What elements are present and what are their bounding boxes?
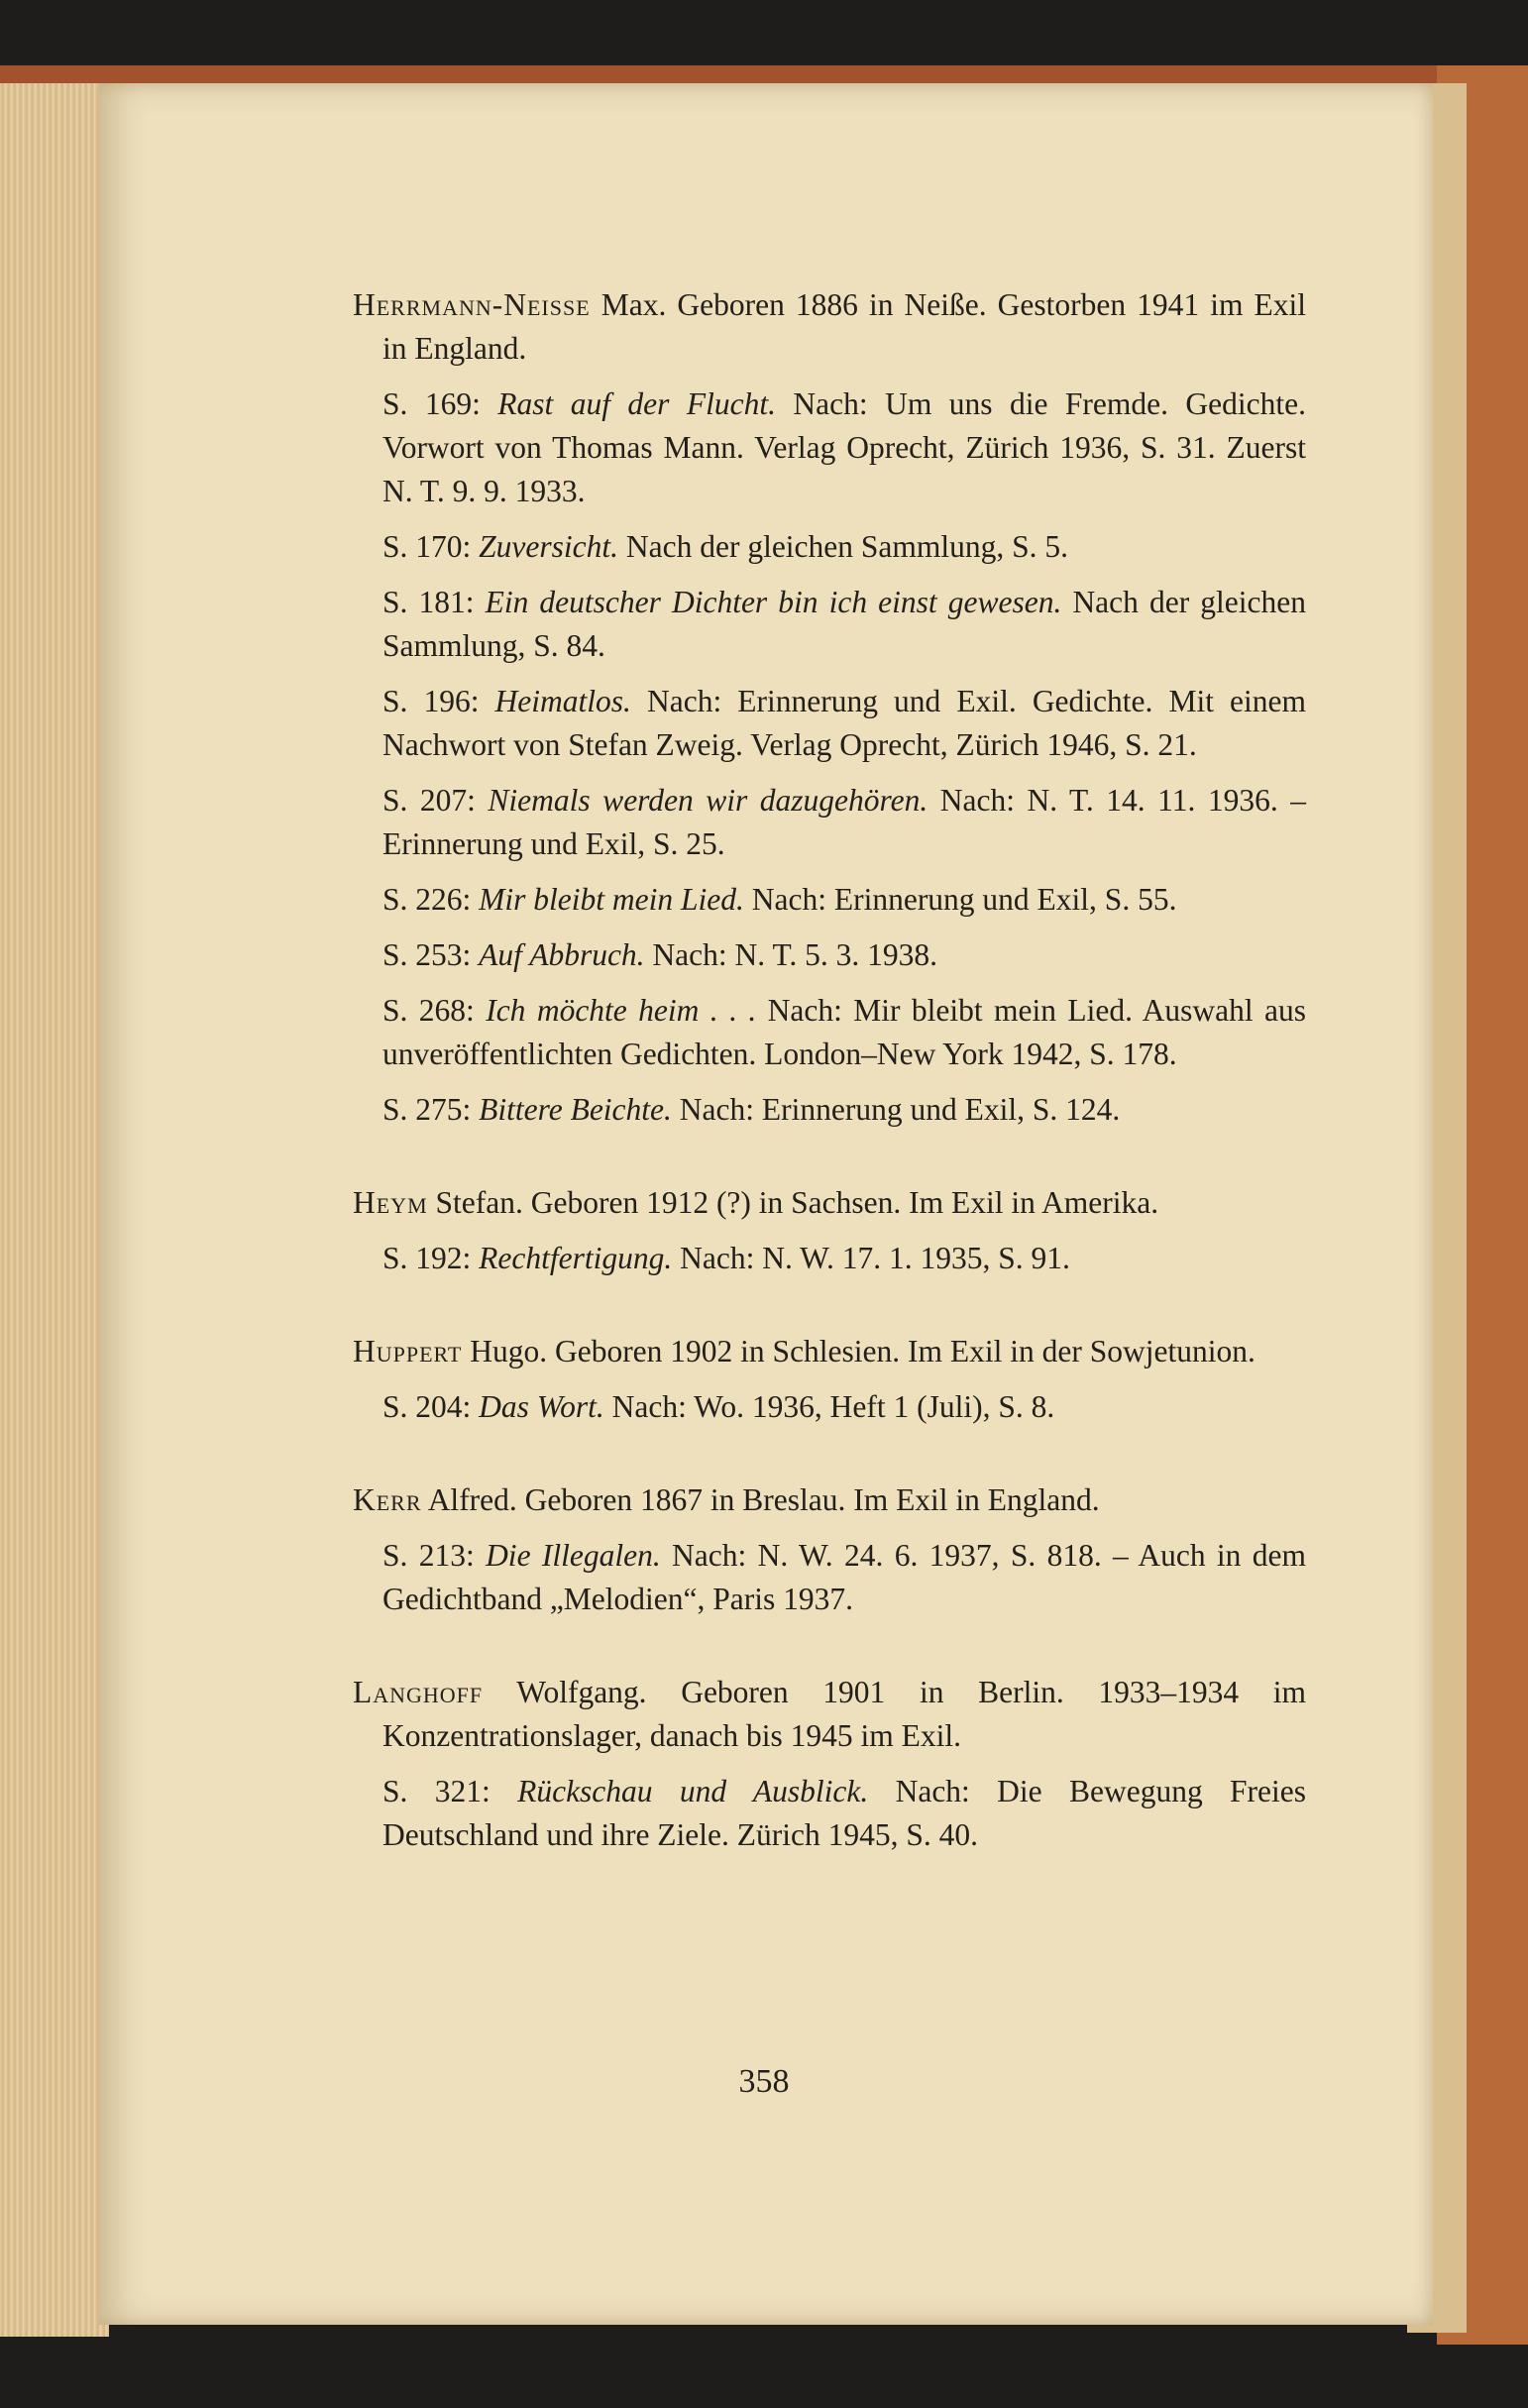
page-ref: S. 213: (382, 1538, 475, 1573)
page-stack-edges (0, 83, 109, 2337)
source-reference (353, 525, 1306, 569)
page-ref: S. 204: (382, 1389, 472, 1424)
source-reference (353, 383, 1306, 513)
page-ref: S. 181: (382, 585, 475, 619)
source-reference (353, 1088, 1306, 1132)
poem-title: Das Wort. (479, 1389, 604, 1424)
page-ref: S. 169: (382, 386, 481, 421)
source-reference (353, 1534, 1306, 1621)
poem-title: Rast auf der Flucht. (497, 386, 776, 421)
page-number: 358 (738, 2063, 790, 2100)
author-name: Langhoff (353, 1675, 484, 1709)
source-text: Nach: Erinnerung und Exil. Gedichte. Mit einem Nachwort von Stefan Zweig. Verlag Oprecht, Zürich 1946, S. 21. (382, 684, 1307, 762)
author-entry (353, 1181, 1306, 1280)
page-text (353, 283, 1306, 1907)
source-text: Nach: N. W. 17. 1. 1935, S. 91. (680, 1241, 1070, 1275)
poem-title: Ein deutscher Dichter bin ich einst gewesen. (485, 585, 1062, 619)
author-name: Huppert (353, 1334, 463, 1368)
source-reference (353, 779, 1306, 866)
author-bio: Max. Geboren 1886 in Neiße. Gestorben 1941 im Exil in England. (382, 287, 1307, 366)
author-name: Kerr (353, 1482, 422, 1517)
author-entry (353, 1330, 1306, 1429)
source-text: Nach: Die Bewegung Freies Deutschland und ihre Ziele. Zürich 1945, S. 40. (382, 1774, 1307, 1852)
page-ref: S. 275: (382, 1092, 472, 1127)
poem-title: Auf Abbruch. (479, 937, 645, 972)
poem-title: Niemals werden wir dazugehören. (488, 783, 928, 818)
author-entry (353, 283, 1306, 1132)
source-reference (353, 1770, 1306, 1857)
author-heading (353, 1478, 1306, 1522)
source-text: Nach: N. T. 14. 11. 1936. – Erinnerung und Exil, S. 25. (382, 783, 1307, 861)
source-text: Nach: Erinnerung und Exil, S. 55. (751, 882, 1177, 917)
source-reference (353, 1237, 1306, 1280)
page-ref: S. 192: (382, 1241, 472, 1275)
source-reference (353, 1385, 1306, 1429)
poem-title: Zuversicht. (479, 529, 619, 564)
source-reference (353, 581, 1306, 668)
poem-title: Mir bleibt mein Lied. (479, 882, 744, 917)
author-heading (353, 1330, 1306, 1373)
poem-title: Heimatlos. (494, 684, 631, 718)
author-bio: Hugo. Geboren 1902 in Schlesien. Im Exil in der Sowjetunion. (470, 1334, 1255, 1368)
page-ref: S. 207: (382, 783, 476, 818)
source-text: Nach: N. T. 5. 3. 1938. (652, 937, 937, 972)
source-reference (353, 989, 1306, 1076)
author-entry (353, 1671, 1306, 1857)
source-text: Nach: Wo. 1936, Heft 1 (Juli), S. 8. (611, 1389, 1055, 1424)
author-bio: Stefan. Geboren 1912 (?) in Sachsen. Im Exil in Amerika. (435, 1185, 1159, 1220)
source-text: Nach: N. W. 24. 6. 1937, S. 818. – Auch in dem Gedichtband „Melodien“, Paris 1937. (382, 1538, 1306, 1616)
author-bio: Alfred. Geboren 1867 in Breslau. Im Exil in England. (427, 1482, 1100, 1517)
source-reference (353, 878, 1306, 922)
source-text: Nach: Erinnerung und Exil, S. 124. (679, 1092, 1121, 1127)
source-reference (353, 680, 1306, 767)
source-text: Nach: Um uns die Fremde. Gedichte. Vorwort von Thomas Mann. Verlag Oprecht, Zürich 1936, S. 31. Zuerst N. T. 9. 9. 1933. (382, 386, 1307, 508)
page-ref: S. 253: (382, 937, 472, 972)
author-heading (353, 1671, 1306, 1758)
page-ref: S. 170: (382, 529, 472, 564)
poem-title: Rückschau und Ausblick. (517, 1774, 869, 1808)
page-ref: S. 196: (382, 684, 480, 718)
source-text: Nach: Mir bleibt mein Lied. Auswahl aus unveröffentlichten Gedichten. London–New York 1942, S. 178. (382, 993, 1307, 1071)
page-ref: S. 268: (382, 993, 475, 1028)
author-name: Heym (353, 1185, 428, 1220)
page-ref: S. 321: (382, 1774, 491, 1808)
source-reference (353, 933, 1306, 977)
source-text: Nach der gleichen Sammlung, S. 84. (382, 585, 1306, 663)
author-name: Herrmann-Neisse (353, 287, 591, 322)
poem-title: Ich möchte heim . . . (486, 993, 757, 1028)
poem-title: Rechtfertigung. (479, 1241, 673, 1275)
author-heading (353, 283, 1306, 371)
author-entry (353, 1478, 1306, 1621)
source-text: Nach der gleichen Sammlung, S. 5. (625, 529, 1069, 564)
author-heading (353, 1181, 1306, 1225)
poem-title: Die Illegalen. (486, 1538, 661, 1573)
page-ref: S. 226: (382, 882, 472, 917)
poem-title: Bittere Beichte. (479, 1092, 672, 1127)
author-bio: Wolfgang. Geboren 1901 in Berlin. 1933–1934 im Konzentrationslager, danach bis 1945 im Exil. (382, 1675, 1307, 1753)
